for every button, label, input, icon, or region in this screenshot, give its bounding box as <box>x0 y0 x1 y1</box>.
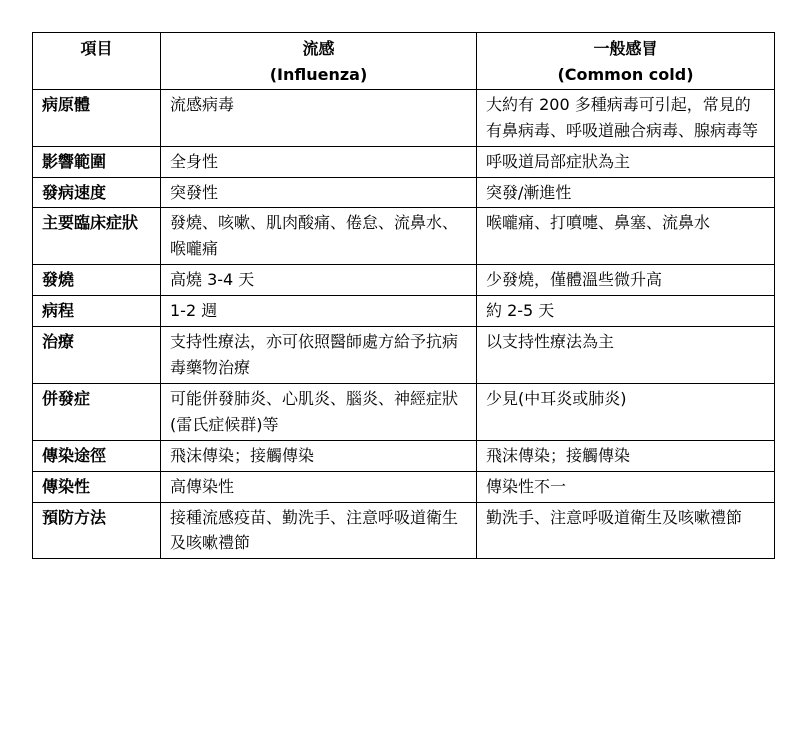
influenza-cell: 發燒、咳嗽、肌肉酸痛、倦怠、流鼻水、喉嚨痛 <box>161 208 477 265</box>
row-label: 病程 <box>33 296 161 327</box>
row-label: 發燒 <box>33 265 161 296</box>
table-row <box>33 327 775 384</box>
cold-cell: 突發/漸進性 <box>477 177 775 208</box>
flu-vs-cold-table <box>32 32 775 559</box>
cold-cell: 大約有 200 多種病毒可引起，常見的有鼻病毒、呼吸道融合病毒、腺病毒等 <box>477 89 775 146</box>
table-row <box>33 177 775 208</box>
influenza-cell: 高燒 3-4 天 <box>161 265 477 296</box>
row-label: 發病速度 <box>33 177 161 208</box>
row-label: 併發症 <box>33 383 161 440</box>
cold-cell: 喉嚨痛、打噴嚏、鼻塞、流鼻水 <box>477 208 775 265</box>
header-cold-en: (Common cold) <box>557 64 694 84</box>
table-row <box>33 383 775 440</box>
cold-cell: 勤洗手、注意呼吸道衛生及咳嗽禮節 <box>477 502 775 559</box>
row-label: 主要臨床症狀 <box>33 208 161 265</box>
influenza-cell: 1-2 週 <box>161 296 477 327</box>
table-row <box>33 208 775 265</box>
header-influenza <box>161 33 477 90</box>
table-row <box>33 89 775 146</box>
cold-cell: 少發燒，僅體溫些微升高 <box>477 265 775 296</box>
header-influenza-en: (Influenza) <box>269 64 368 84</box>
cold-cell: 約 2-5 天 <box>477 296 775 327</box>
header-row <box>33 33 775 90</box>
table-row <box>33 471 775 502</box>
influenza-cell: 可能併發肺炎、心肌炎、腦炎、神經症狀(雷氏症候群)等 <box>161 383 477 440</box>
header-item-label: 項目 <box>80 39 113 58</box>
header-cold-zh: 一般感冒 <box>593 39 658 58</box>
row-label: 病原體 <box>33 89 161 146</box>
influenza-cell: 突發性 <box>161 177 477 208</box>
cold-cell: 呼吸道局部症狀為主 <box>477 146 775 177</box>
row-label: 治療 <box>33 327 161 384</box>
influenza-cell: 流感病毒 <box>161 89 477 146</box>
cold-cell: 少見(中耳炎或肺炎) <box>477 383 775 440</box>
table-row <box>33 146 775 177</box>
row-label: 影響範圍 <box>33 146 161 177</box>
table-row <box>33 265 775 296</box>
row-label: 傳染性 <box>33 471 161 502</box>
cold-cell: 以支持性療法為主 <box>477 327 775 384</box>
row-label: 傳染途徑 <box>33 440 161 471</box>
influenza-cell: 全身性 <box>161 146 477 177</box>
influenza-cell: 高傳染性 <box>161 471 477 502</box>
cold-cell: 傳染性不一 <box>477 471 775 502</box>
table-row <box>33 502 775 559</box>
header-common-cold <box>477 33 775 90</box>
row-label: 預防方法 <box>33 502 161 559</box>
influenza-cell: 飛沫傳染；接觸傳染 <box>161 440 477 471</box>
header-influenza-zh: 流感 <box>302 39 335 58</box>
header-item <box>33 33 161 90</box>
influenza-cell: 支持性療法，亦可依照醫師處方給予抗病毒藥物治療 <box>161 327 477 384</box>
table-row <box>33 296 775 327</box>
table-row <box>33 440 775 471</box>
cold-cell: 飛沫傳染；接觸傳染 <box>477 440 775 471</box>
influenza-cell: 接種流感疫苗、勤洗手、注意呼吸道衛生及咳嗽禮節 <box>161 502 477 559</box>
